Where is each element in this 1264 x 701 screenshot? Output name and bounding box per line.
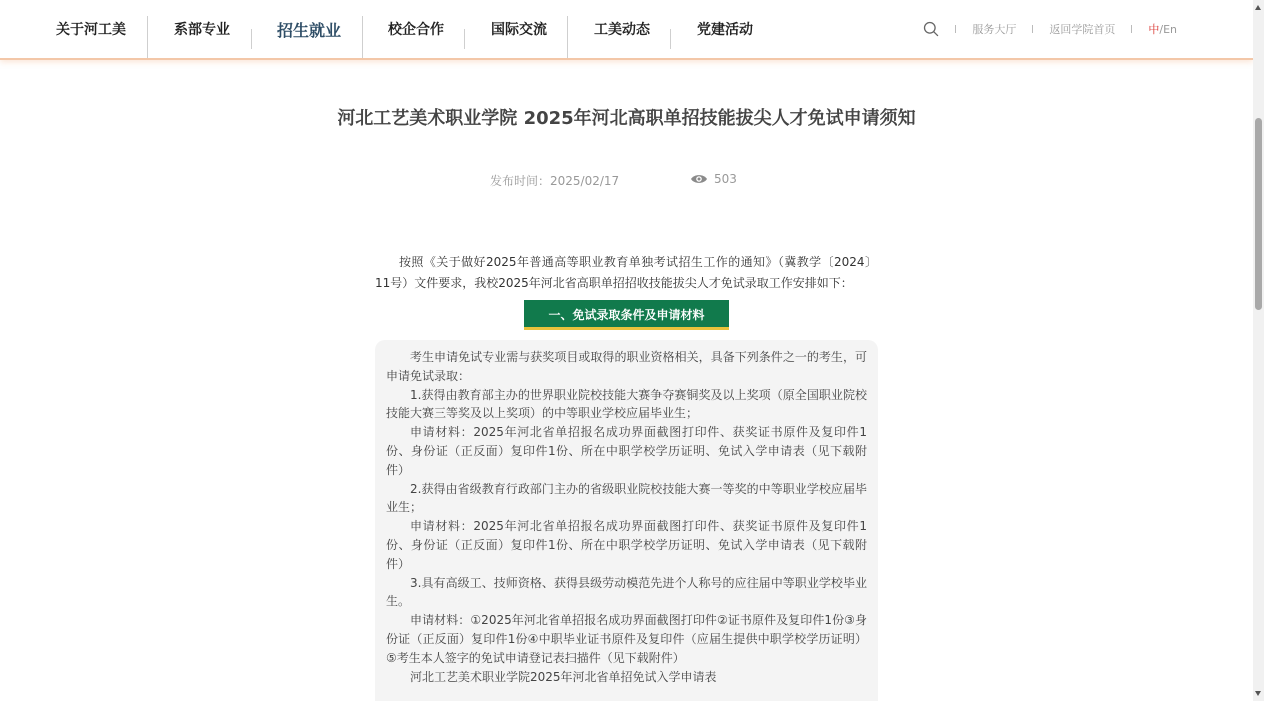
nav-item-party[interactable]: 党建活动 <box>697 22 754 38</box>
main-nav <box>56 0 753 58</box>
nav-item-cooperation[interactable]: 校企合作 <box>388 22 445 38</box>
back-home-link[interactable]: 返回学院首页 <box>1049 23 1116 36</box>
paragraph: 申请材料：2025年河北省单招报名成功界面截图打印件、获奖证书原件及复印件1份、身份证（正反面）复印件1份、所在中职学校学历证明、免试入学申请表（见下载附件） <box>386 519 867 571</box>
tools-divider <box>1131 25 1132 33</box>
search-icon[interactable] <box>923 21 939 37</box>
search-icon-glyph <box>923 21 939 37</box>
view-count <box>690 172 737 186</box>
paragraph: 1.获得由教育部主办的世界职业院校技能大赛争夺赛铜奖及以上奖项（原全国职业院校技能大赛三等奖及以上奖项）的中等职业学校应届毕业生； <box>386 387 867 421</box>
tools-divider <box>955 25 956 33</box>
tools-divider <box>1032 25 1033 33</box>
article-title: 河北工艺美术职业学院 2025年河北高职单招技能拔尖人才免试申请须知 <box>337 108 916 129</box>
header-tools <box>923 0 1177 58</box>
nav-item-international[interactable]: 国际交流 <box>491 22 548 38</box>
nav-item-about[interactable]: 关于河工美 <box>56 22 126 38</box>
nav-item-news[interactable]: 工美动态 <box>594 22 651 38</box>
scrollbar-thumb[interactable] <box>1255 118 1262 310</box>
lang-separator: / <box>1159 23 1164 36</box>
paragraph: 申请材料：2025年河北省单招报名成功界面截图打印件、获奖证书原件及复印件1份、身份证（正反面）复印件1份、所在中职学校学历证明、免试入学申请表（见下载附件） <box>386 425 867 477</box>
attachment-link[interactable]: 河北工艺美术职业学院2025年河北省单招免试入学申请表 <box>410 669 717 684</box>
language-switch[interactable] <box>1148 21 1177 37</box>
publish-time: 发布时间：2025/02/17 <box>490 174 620 188</box>
service-hall-link[interactable]: 服务大厅 <box>972 23 1017 36</box>
scroll-down-arrow-icon[interactable] <box>1255 691 1261 696</box>
paragraph: 考生申请免试专业需与获奖项目或取得的职业资格相关，具备下列条件之一的考生，可申请免试录取： <box>386 350 867 383</box>
article-intro: 按照《关于做好2025年普通高等职业教育单独考试招生工作的通知》（冀教学〔2024〕11号）文件要求，我校2025年河北省高职单招招收技能拔尖人才免试录取工作安排如下： <box>375 255 877 290</box>
paragraph: 申请材料：①2025年河北省单招报名成功界面截图打印件②证书原件及复印件1份③身份证（正反面）复印件1份④中职毕业证书原件及复印件（应届生提供中职学校学历证明）⑤考生本人签字的免试申请登记表扫描件（见下载附件） <box>386 613 867 665</box>
section-heading: 一、免试录取条件及申请材料 <box>524 300 729 330</box>
nav-item-admissions[interactable]: 招生就业 <box>277 20 342 40</box>
page-scrollbar[interactable] <box>1253 0 1264 701</box>
view-count-value: 503 <box>714 172 737 186</box>
nav-divider <box>362 16 363 58</box>
lang-en-option[interactable]: En <box>1163 23 1177 36</box>
top-header <box>0 0 1253 60</box>
paragraph: 2.获得由省级教育行政部门主办的省级职业院校技能大赛一等奖的中等职业学校应届毕业生； <box>386 481 867 515</box>
nav-divider <box>464 29 465 49</box>
nav-divider <box>567 16 568 58</box>
nav-divider <box>670 29 671 49</box>
lang-zh-option[interactable]: 中 <box>1148 23 1160 36</box>
nav-divider <box>251 29 252 49</box>
scroll-up-arrow-icon[interactable] <box>1255 5 1261 10</box>
section-content-box <box>375 340 878 701</box>
eye-icon <box>690 173 708 185</box>
nav-divider <box>147 16 148 58</box>
paragraph: 3.具有高级工、技师资格、获得县级劳动模范先进个人称号的应往届中等职业学校毕业生。 <box>386 575 867 609</box>
nav-item-departments[interactable]: 系部专业 <box>174 22 230 38</box>
